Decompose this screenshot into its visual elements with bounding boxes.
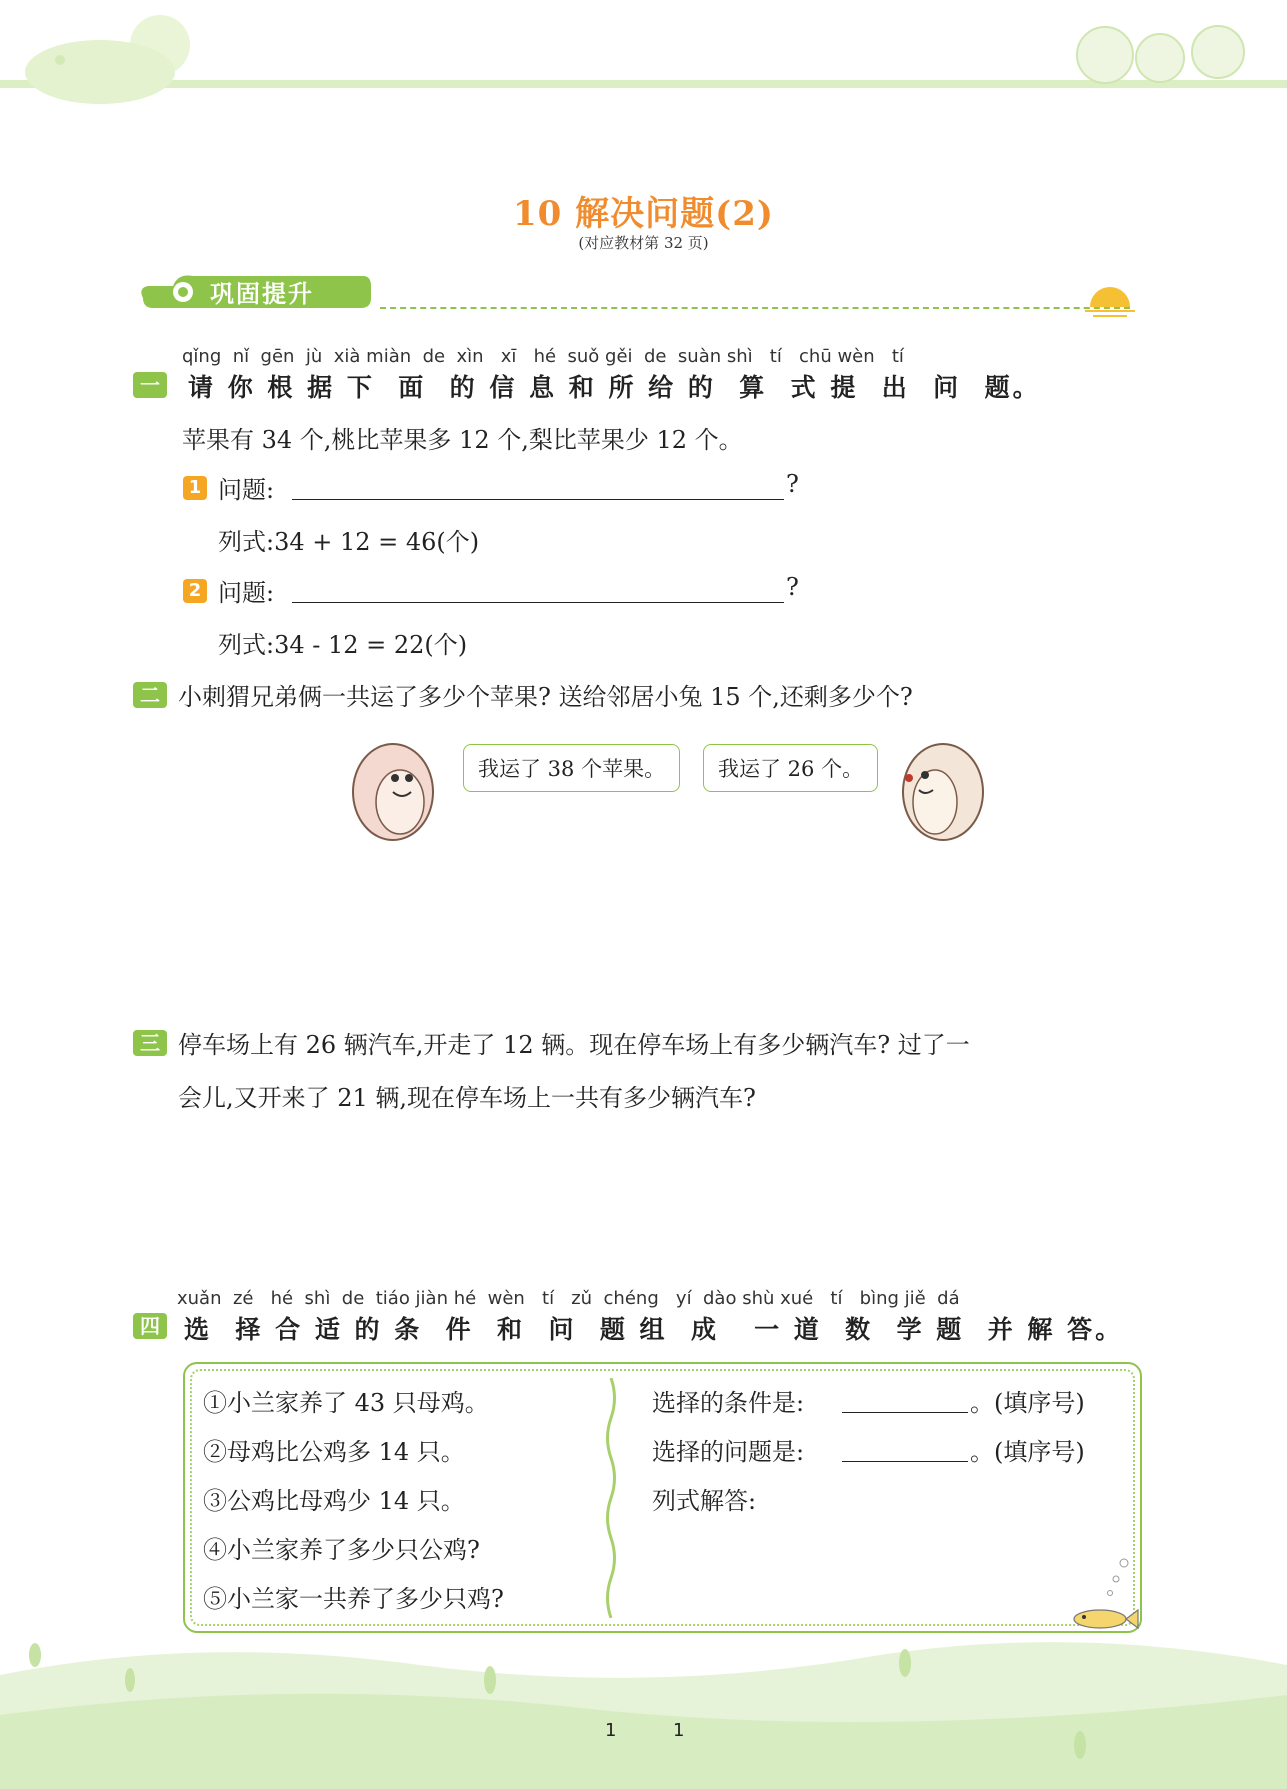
- question-label-1: 问题:: [218, 476, 275, 504]
- hedgehog-right-icon: [895, 730, 990, 850]
- page-subtitle: (对应教材第 32 页): [578, 234, 709, 252]
- section3-line1: 停车场上有 26 辆汽车,开走了 12 辆。现在停车场上有多少辆汽车? 过了一: [178, 1031, 970, 1059]
- section3-tag: 三: [133, 1030, 167, 1056]
- speech-bubble-left: 我运了 38 个苹果。: [463, 744, 680, 792]
- question-mark-1: ?: [786, 470, 799, 498]
- solve-label: 列式解答:: [652, 1487, 757, 1515]
- option-2: ②母鸡比公鸡多 14 只。: [203, 1438, 465, 1466]
- section1-tag: 一: [133, 372, 167, 398]
- section1-pinyin: qǐng nǐ gēn jù xià miàn de xìn xī hé suǒ gěi de suàn shì tí chū wèn tí: [182, 346, 904, 367]
- page-number-right: 1: [673, 1720, 685, 1741]
- section4-heading: 选 择 合 适 的 条 件 和 问 题 组 成 一 道 数 学 题 并 解 答。: [184, 1315, 1124, 1344]
- banner-divider: [380, 307, 1130, 309]
- speech-bubble-right: 我运了 26 个。: [703, 744, 878, 792]
- question-answer-line-1[interactable]: [292, 499, 784, 500]
- question-select-hint: 。(填序号): [970, 1438, 1085, 1466]
- section1-info: 苹果有 34 个,桃比苹果多 12 个,梨比苹果少 12 个。: [182, 426, 743, 454]
- vine-divider-icon: [604, 1378, 618, 1618]
- section2-tag: 二: [133, 682, 167, 708]
- question-label-2: 问题:: [218, 579, 275, 607]
- section2-text: 小刺猬兄弟俩一共运了多少个苹果? 送给邻居小兔 15 个,还剩多少个?: [178, 683, 913, 711]
- section3-line2: 会儿,又开来了 21 辆,现在停车场上一共有多少辆汽车?: [178, 1084, 756, 1112]
- question-answer-line-2[interactable]: [292, 602, 784, 603]
- option-3: ③公鸡比母鸡少 14 只。: [203, 1487, 465, 1515]
- option-1: ①小兰家养了 43 只母鸡。: [203, 1389, 489, 1417]
- question-mark-2: ?: [786, 573, 799, 601]
- banner-label: 巩固提升: [210, 280, 314, 308]
- section4-tag: 四: [133, 1313, 167, 1339]
- header-decoration: [0, 0, 1287, 110]
- question-number-1: 1: [183, 476, 207, 500]
- page-number-left: 1: [605, 1720, 617, 1741]
- sun-icon: [1085, 285, 1135, 321]
- question-select-label: 选择的问题是:: [652, 1438, 805, 1466]
- question-number-2: 2: [183, 579, 207, 603]
- option-5: ⑤小兰家一共养了多少只鸡?: [203, 1585, 504, 1613]
- page-title: 10 解决问题(2): [513, 194, 774, 234]
- solve-answer-area[interactable]: [652, 1525, 1052, 1605]
- question-select-answer-line[interactable]: [842, 1461, 968, 1462]
- condition-label: 选择的条件是:: [652, 1389, 805, 1417]
- fish-icon: [1062, 1555, 1142, 1630]
- formula-2: 列式:34 - 12 = 22(个): [218, 631, 468, 659]
- condition-hint: 。(填序号): [970, 1389, 1085, 1417]
- hedgehog-left-icon: [345, 730, 440, 850]
- formula-1: 列式:34 + 12 = 46(个): [218, 528, 480, 556]
- section1-heading: 请 你 根 据 下 面 的 信 息 和 所 给 的 算 式 提 出 问 题。: [188, 373, 1041, 402]
- option-4: ④小兰家养了多少只公鸡?: [203, 1536, 480, 1564]
- footer-landscape: [0, 1625, 1287, 1789]
- section4-pinyin: xuǎn zé hé shì de tiáo jiàn hé wèn tí zǔ chéng yí dào shù xué tí bìng jiě dá: [177, 1288, 960, 1309]
- condition-answer-line[interactable]: [842, 1412, 968, 1413]
